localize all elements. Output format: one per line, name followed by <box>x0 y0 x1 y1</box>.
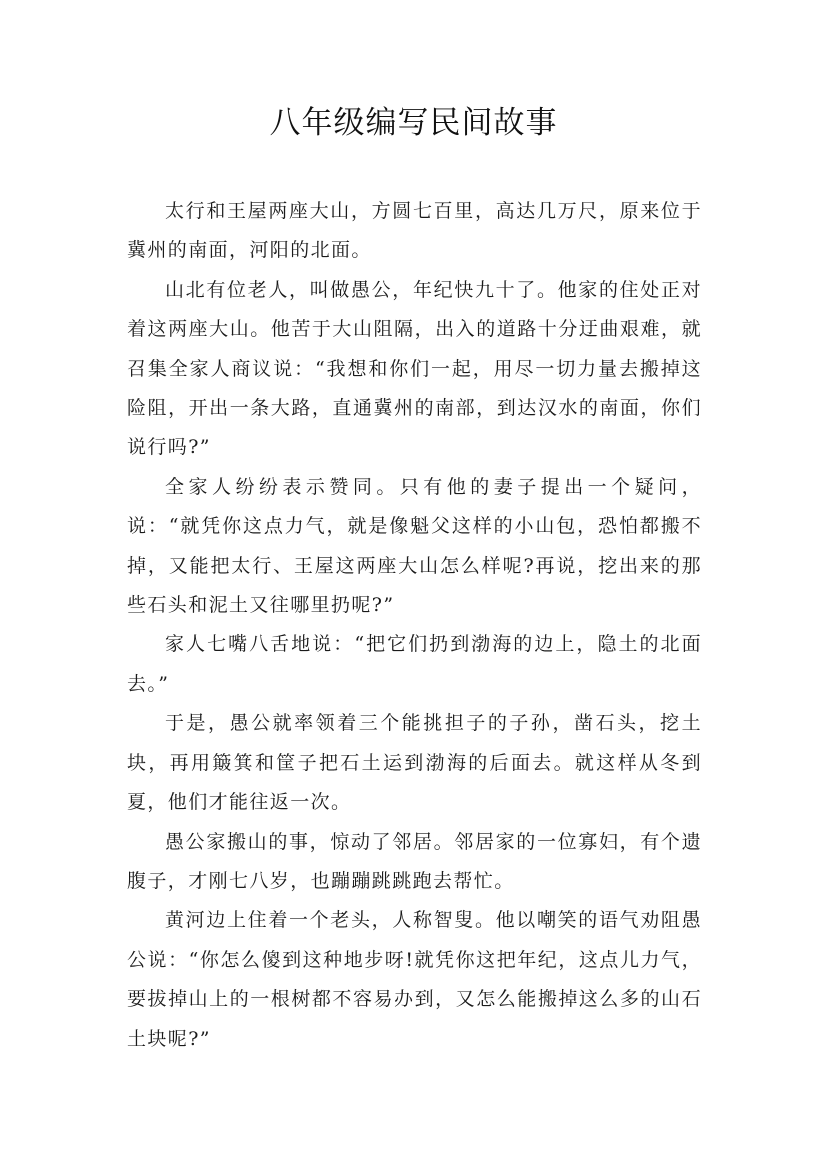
paragraph-1: 太行和王屋两座大山，方圆七百里，高达几万尺，原来位于冀州的南面，河阳的北面。 <box>127 200 702 262</box>
paragraph-7: 黄河边上住着一个老头，人称智叟。他以嘲笑的语气劝阻愚公说：“你怎么傻到这种地步呀!就凭你这把年纪，这点儿力气，要拔掉山上的一根树都不容易办到，又怎么能搬掉这么多的山石土块呢?” <box>127 909 702 1050</box>
paragraph-6: 愚公家搬山的事，惊动了邻居。邻居家的一位寡妇，有个遗腹子，才刚七八岁，也蹦蹦跳跳跑去帮忙。 <box>127 830 702 892</box>
paragraph-5: 于是，愚公就率领着三个能挑担子的子孙，凿石头，挖土块，再用簸箕和筐子把石土运到渤海的后面去。就这样从冬到夏，他们才能往返一次。 <box>127 712 702 814</box>
paragraph-3: 全家人纷纷表示赞同。只有他的妻子提出一个疑问，说：“就凭你这点力气，就是像魁父这样的小山包，恐怕都搬不掉，又能把太行、王屋这两座大山怎么样呢?再说，挖出来的那些石头和泥土又往哪里扔呢?” <box>127 475 702 617</box>
document-body <box>127 192 702 1059</box>
document-title: 八年级编写民间故事 <box>269 105 558 141</box>
paragraph-4: 家人七嘴八舌地说：“把它们扔到渤海的边上，隐土的北面去。” <box>127 633 702 695</box>
paragraph-2: 山北有位老人，叫做愚公，年纪快九十了。他家的住处正对着这两座大山。他苦于大山阻隔，出入的道路十分迂曲艰难，就召集全家人商议说：“我想和你们一起，用尽一切力量去搬掉这险阻，开出一条大路，直通冀州的南部，到达汉水的南面，你们说行吗?” <box>127 278 702 459</box>
